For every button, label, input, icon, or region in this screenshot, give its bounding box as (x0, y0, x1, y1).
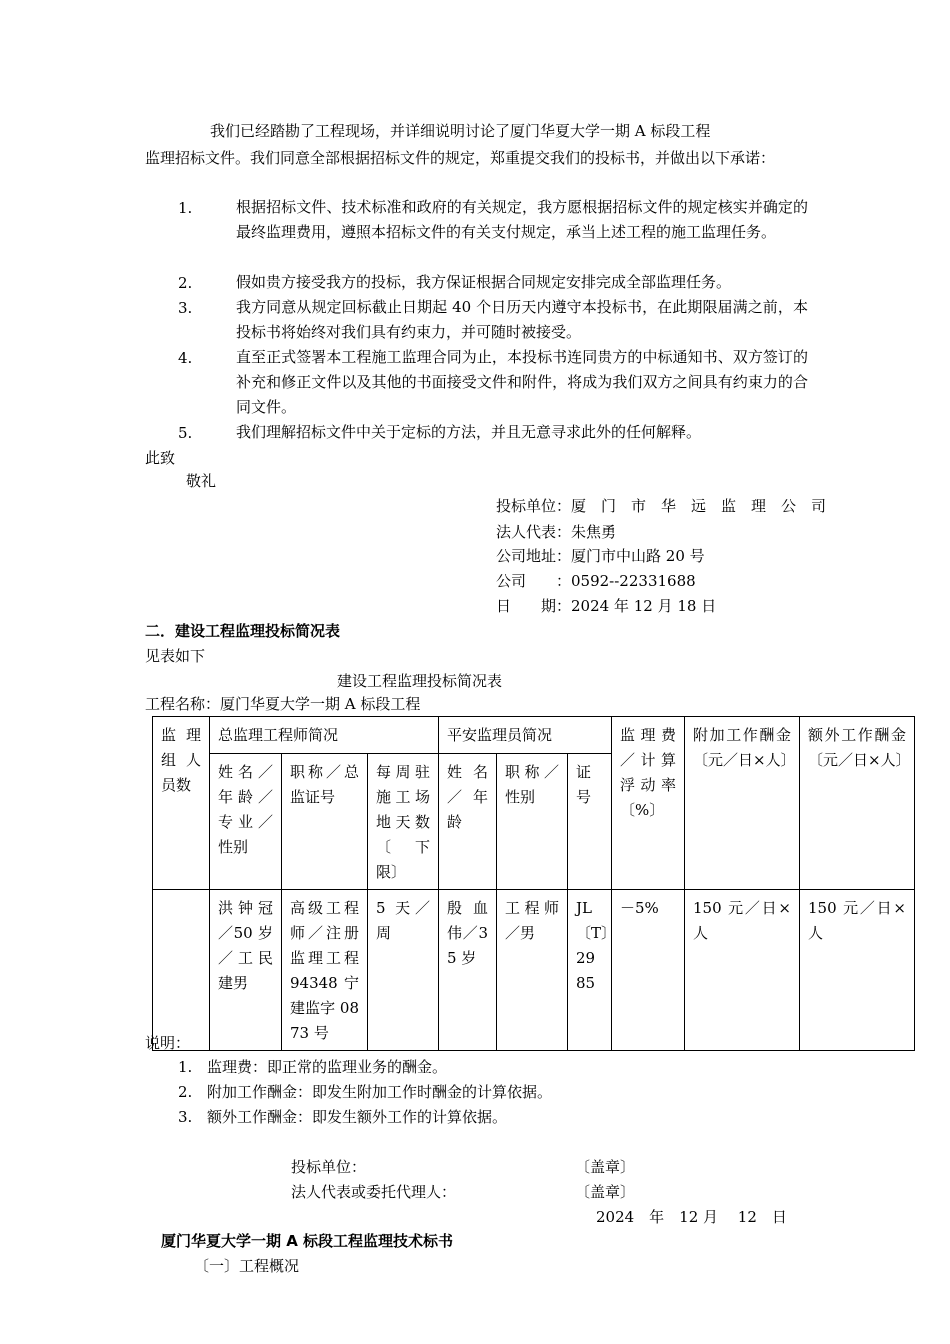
header-chief-supervisor: 总监理工程师简况 (210, 717, 439, 754)
signature-phone: 公司 ：0592--22331688 (496, 572, 696, 590)
commitment-number: 4. (178, 349, 193, 367)
cell-additional-pay: 150 元／日×人 (685, 890, 800, 1051)
cell-group-size (153, 890, 210, 1051)
stamp-unit-label: 投标单位： (291, 1158, 367, 1176)
signature-unit: 投标单位：厦 门 市 华 远 监 理 公 司 (496, 497, 827, 515)
header-safety-supervisor: 平安监理员简况 (439, 717, 612, 754)
commitment-text: 我们理解招标文件中关于定标的方法，并且无意寻求此外的任何解释。 (236, 423, 702, 441)
cell-safety-name: 殷血伟／35 岁 (439, 890, 497, 1051)
header-extra-pay: 额外工作酬金〔元／日×人〕 (800, 717, 915, 890)
tech-bid-title: 厦门华夏大学一期 A 标段工程监理技术标书 (161, 1232, 454, 1250)
header-chief-title: 职称／总监证号 (282, 754, 368, 890)
commitment-number: 2. (178, 274, 193, 292)
signature-date: 日 期：2024 年 12 月 18 日 (496, 597, 717, 615)
cell-safety-cert: JL〔T〕2985 (568, 890, 612, 1051)
tech-bid-subtitle: 〔一〕工程概况 (194, 1257, 300, 1275)
header-group-size: 监理组人员数 (153, 717, 210, 890)
signature-legal: 法人代表：朱焦勇 (496, 523, 617, 541)
commitment-text: 我方同意从规定回标截止日期起 40 个日历天内遵守本投标书，在此期限届满之前，本投标书将始终对我们具有约束力，并可随时被接受。 (236, 298, 808, 341)
section-heading: 二．建设工程监理投标简况表 (145, 622, 341, 640)
table-header-row (153, 717, 915, 754)
intro-paragraph: 监理招标文件。我们同意全部根据招标文件的规定，郑重提交我们的投标书，并做出以下承诺： (145, 149, 776, 167)
cell-fee-rate: －5% (612, 890, 685, 1051)
stamp-legal-seal: 〔盖章〕 (575, 1183, 636, 1201)
note-text: 附加工作酬金：即发生附加工作时酬金的计算依据。 (207, 1083, 553, 1101)
commitment-number: 5. (178, 424, 193, 442)
stamp-unit-seal: 〔盖章〕 (575, 1158, 636, 1176)
commitment-text: 假如贵方接受我方的投标，我方保证根据合同规定安排完成全部监理任务。 (236, 273, 732, 291)
header-safety-cert: 证号 (568, 754, 612, 890)
cell-extra-pay: 150 元／日×人 (800, 890, 915, 1051)
header-additional-pay: 附加工作酬金〔元／日×人〕 (685, 717, 800, 890)
note-number: 1. (178, 1058, 193, 1076)
commitment-number: 1. (178, 199, 193, 217)
closing-jingli: 敬礼 (186, 472, 217, 490)
note-number: 3. (178, 1108, 193, 1126)
cell-chief-title: 高级工程师／注册监理工程 94348 宁建监字 0873 号 (282, 890, 368, 1051)
signature-address: 公司地址：厦门市中山路 20 号 (496, 547, 705, 565)
stamp-legal-label: 法人代表或委托代理人： (291, 1183, 457, 1201)
note-number: 2. (178, 1083, 193, 1101)
header-fee-rate: 监理费／计算浮动率〔%〕 (612, 717, 685, 890)
intro-line-1: 我们已经踏勘了工程现场，并详细说明讨论了厦门华夏大学一期 A 标段工程 (210, 122, 711, 140)
closing-cizhi: 此致 (145, 449, 176, 467)
commitment-text: 根据招标文件、技术标准和政府的有关规定，我方愿根据招标文件的规定核实并确定的最终监理费用，遵照本招标文件的有关支付规定，承当上述工程的施工监理任务。 (236, 198, 808, 241)
header-safety-name: 姓名／年龄 (439, 754, 497, 890)
cell-chief-name: 洪钟冠／50 岁／工民建男 (210, 890, 282, 1051)
cell-chief-days: 5 天／周 (368, 890, 439, 1051)
cell-safety-title: 工程师／男 (497, 890, 568, 1051)
header-chief-days: 每周驻施工场地天数〔 下限〕 (368, 754, 439, 890)
project-name: 工程名称：厦门华夏大学一期 A 标段工程 (145, 695, 421, 713)
header-chief-name: 姓名／年龄／专业／性别 (210, 754, 282, 890)
commitment-number: 3. (178, 299, 193, 317)
bid-summary-table (152, 716, 915, 1051)
notes-label: 说明： (145, 1034, 191, 1052)
commitment-text: 直至正式签署本工程施工监理合同为止，本投标书连同贵方的中标通知书、双方签订的补充和修正文件以及其他的书面接受文件和附件，将成为我们双方之间具有约束力的合同文件。 (236, 348, 808, 416)
note-text: 监理费：即正常的监理业务的酬金。 (207, 1058, 448, 1076)
header-safety-title: 职称／性别 (497, 754, 568, 890)
note-text: 额外工作酬金：即发生额外工作的计算依据。 (207, 1108, 508, 1126)
table-row (153, 890, 915, 1051)
table-title: 建设工程监理投标简况表 (337, 672, 503, 690)
stamp-date: 2024 年 12 月 12 日 (596, 1208, 787, 1226)
see-below: 见表如下 (145, 647, 206, 665)
